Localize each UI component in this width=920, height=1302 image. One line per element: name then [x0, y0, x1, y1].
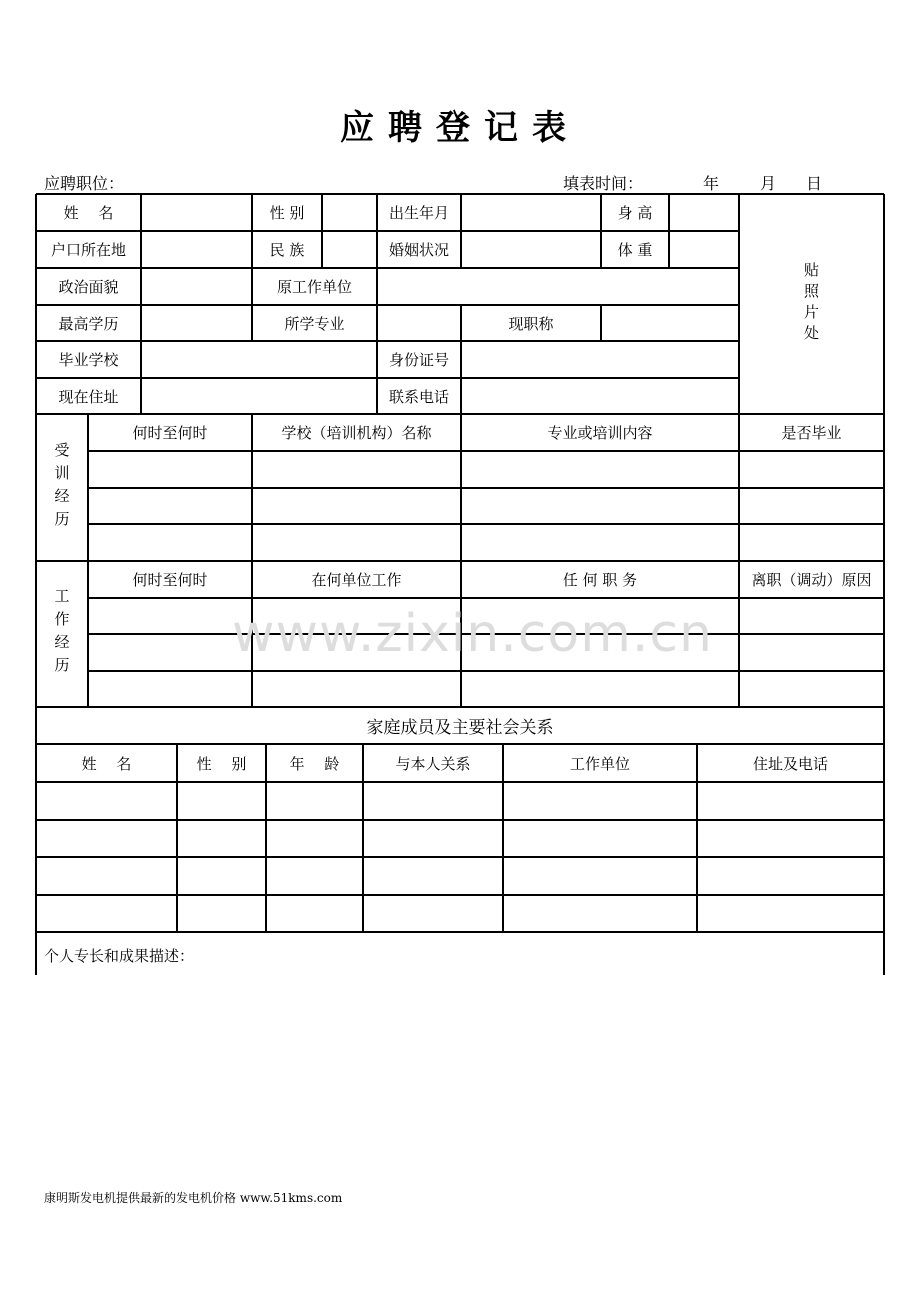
- title-rank-label: 现职称: [508, 314, 554, 333]
- hukou-label: 户口所在地: [50, 241, 126, 259]
- family-col-age: 年 龄: [289, 754, 340, 773]
- date-label: 填表时间：: [563, 174, 644, 193]
- height-label: 身 高: [617, 204, 653, 222]
- family-col-name: 姓 名: [81, 754, 132, 773]
- skills-label: 个人专长和成果描述：: [44, 946, 195, 965]
- form-title: 应聘登记表: [340, 108, 580, 148]
- name-label: 姓 名: [63, 204, 114, 222]
- family-col-contact: 住址及电话: [752, 754, 828, 773]
- work-section-label: 工作经历: [52, 588, 71, 680]
- month-label: 月: [760, 174, 777, 193]
- family-col-gender: 性 别: [196, 754, 247, 773]
- day-label: 日: [806, 174, 823, 193]
- major-label: 所学专业: [284, 314, 345, 333]
- address-label: 现在住址: [58, 387, 119, 406]
- training-section-label: 受训经历: [52, 441, 71, 534]
- education-label: 最高学历: [58, 314, 119, 333]
- work-col-reason: 离职（调动）原因: [751, 571, 872, 589]
- family-col-employer: 工作单位: [569, 754, 630, 773]
- marital-label: 婚姻状况: [388, 241, 449, 259]
- gender-label: 性 别: [269, 204, 305, 222]
- work-col-position: 任 何 职 务: [562, 571, 638, 589]
- ethnicity-label: 民 族: [269, 241, 305, 259]
- photo-area[interactable]: [739, 194, 884, 414]
- work-col-company: 在何单位工作: [311, 571, 402, 589]
- work-col-period: 何时至何时: [132, 571, 208, 589]
- prev-employer-label: 原工作单位: [276, 278, 352, 296]
- political-label: 政治面貌: [58, 278, 119, 296]
- footer-text: 康明斯发电机提供最新的发电机价格 www.51kms.com: [44, 1191, 343, 1205]
- phone-label: 联系电话: [388, 387, 449, 406]
- family-col-relation: 与本人关系: [395, 754, 471, 773]
- position-label: 应聘职位：: [44, 174, 125, 193]
- year-label: 年: [703, 174, 720, 193]
- school-label: 毕业学校: [58, 351, 119, 369]
- training-col-content: 专业或培训内容: [547, 424, 653, 442]
- training-col-period: 何时至何时: [132, 424, 208, 442]
- training-col-graduated: 是否毕业: [781, 424, 842, 442]
- photo-label: 贴照片处: [802, 262, 820, 346]
- birth-label: 出生年月: [388, 204, 449, 222]
- watermark: www.zixin.com.cn: [232, 604, 713, 664]
- weight-label: 体 重: [617, 241, 653, 259]
- id-number-label: 身份证号: [388, 351, 449, 369]
- training-col-school: 学校（培训机构）名称: [281, 424, 432, 442]
- family-section-title: 家庭成员及主要社会关系: [366, 718, 554, 738]
